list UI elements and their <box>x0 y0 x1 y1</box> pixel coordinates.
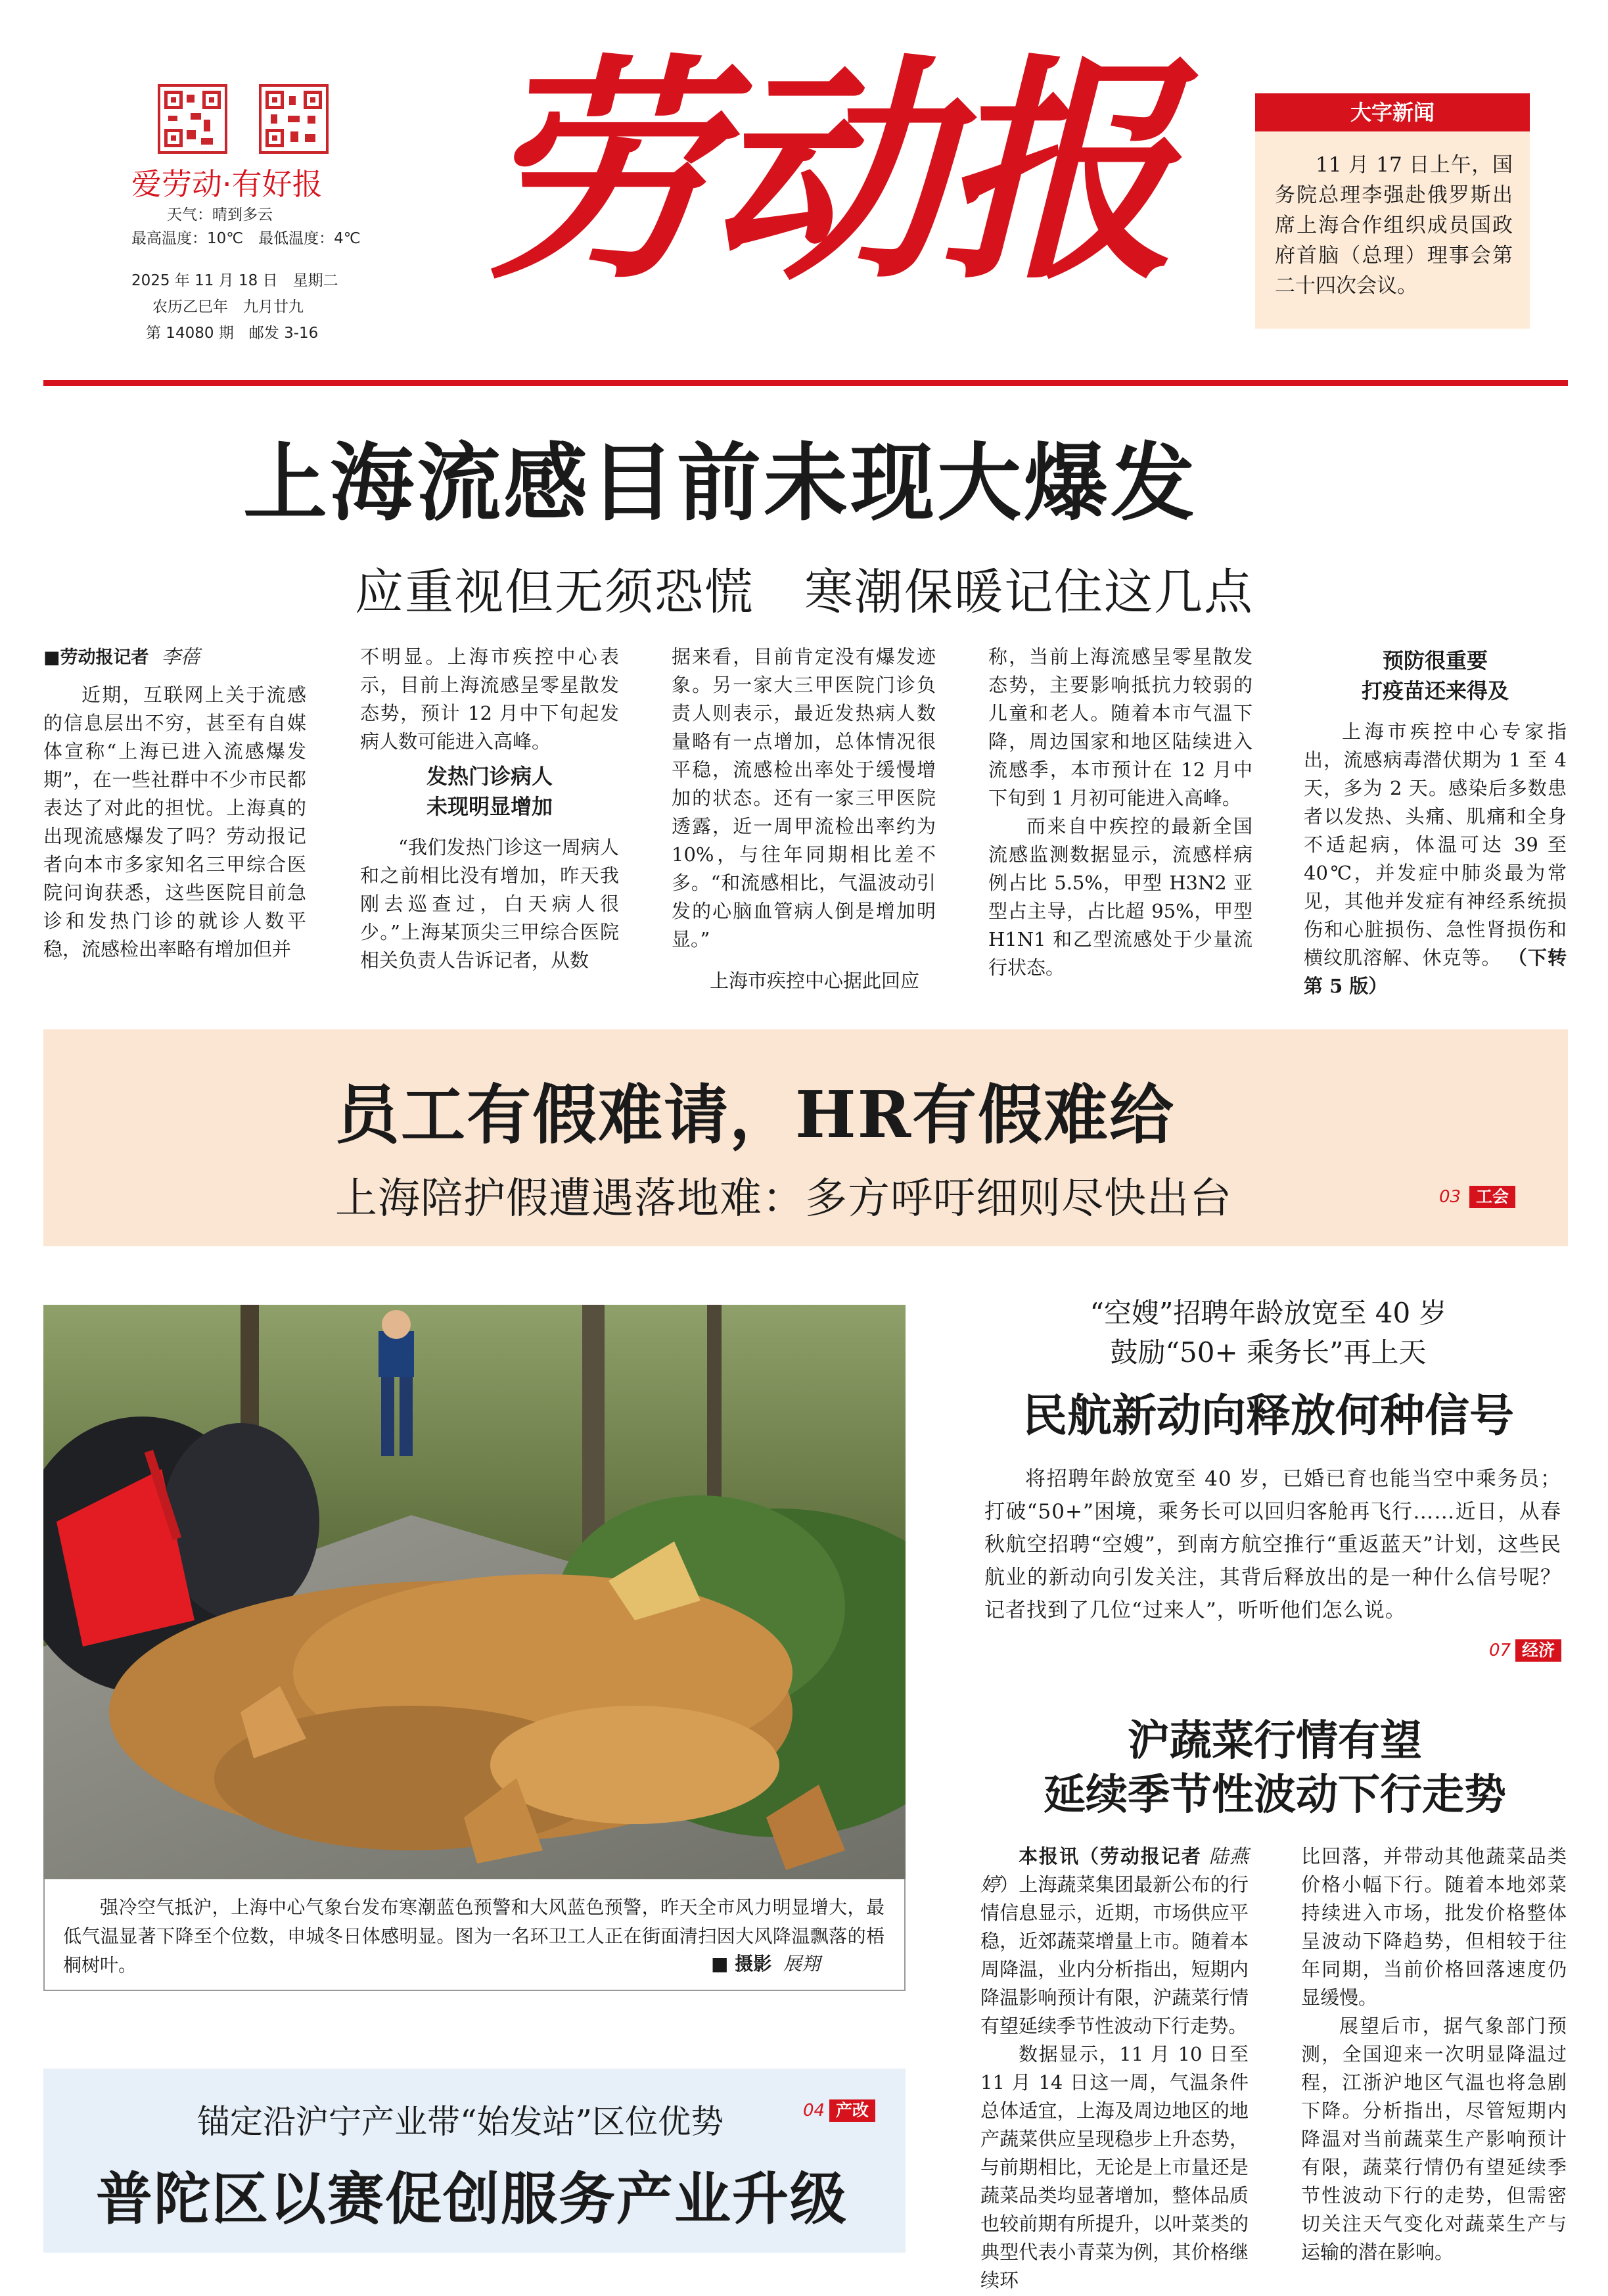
aviation-headline: 民航新动向释放何种信号 <box>1022 1390 1514 1442</box>
photo-illustration <box>43 1305 906 1879</box>
vegetable-column-2: 比回落，并带动其他蔬菜品类价格小幅下行。随着本地郊菜持续进入市场，批发价格整体呈波动下降趋势，但相较于往年同期，当前价格回落速度仍显缓慢。 展望后市，据气象部门预测，全国迎来一次明显降温过程，江浙沪地区气温也将急剧下降。分析指出，尽管短期内降温对当前蔬菜生产影响预计有限，蔬菜行情仍有望延续季节性波动下行的走势，但需密切关注天气变化对蔬菜生产与运输的潜在影响。 <box>1301 1845 1567 2263</box>
putuo-headline: 普陀区以赛促创服务产业升级 <box>96 2166 848 2232</box>
lead-column-5 <box>1304 643 1567 1000</box>
band-page-ref[interactable]: 03 <box>1439 1187 1461 1207</box>
lead-col3-text-b: 上海市疾控中心据此回应 <box>710 970 920 992</box>
big-print-news-box <box>1255 93 1530 329</box>
aviation-kicker: “空嫂”招聘年龄放宽至 40 岁 鼓励“50+ 乘务长”再上天 <box>1090 1297 1447 1369</box>
weather: 天气：晴到多云 <box>167 206 273 223</box>
lead-col4-text-a: 称，当前上海流感呈零星散发态势，主要影响抵抗力较弱的儿童和老人。随着本市气温下降，周边国家和地区陆续进入流感季，本市预计在 12 月中下旬到 1 月初可能进入高峰。 <box>988 645 1252 809</box>
putuo-page-ref[interactable]: 04 <box>803 2101 825 2120</box>
lead-col2-text-b: “我们发热门诊这一周病人和之前相比没有增加，昨天我刚去巡查过，白天病人很少。”上海某顶尖三甲综合医院相关负责人告诉记者，从数 <box>360 836 619 972</box>
band-page-tag[interactable]: 工会 <box>1469 1186 1515 1208</box>
photo-credit: ■ 摄影 展翔 <box>711 1953 820 1975</box>
lead-column-3 <box>672 643 936 995</box>
putuo-kicker: 锚定沿沪宁产业带“始发站”区位优势 <box>197 2103 724 2141</box>
continued-marker: （下转第 5 版） <box>1304 947 1567 997</box>
lead-col2-subhead: 发热门诊病人 未现明显增加 <box>426 764 553 819</box>
reporter-name: 李蓓 <box>161 645 200 668</box>
putuo-page-tag[interactable]: 产改 <box>829 2099 875 2122</box>
lead-col3-text-a: 据来看，目前肯定没有爆发迹象。另一家大三甲医院门诊负责人则表示，最近发热病人数量略有一点增加，总体情况很平稳，流感检出率处于缓慢增加的状态。还有一家三甲医院透露，近一周甲流检出率约为 10%，与往年同期相比差不多。“和流感相比，气温波动引发的心脑血管病人倒是增加明显。” <box>672 645 936 950</box>
photo-caption: 强冷空气抵沪，上海中心气象台发布寒潮蓝色预警和大风蓝色预警，昨天全市风力明显增大，最低气温显著下降至个位数，申城冬日体感明显。图为一名环卫工人正在街面清扫因大风降温飘落的梧桐树叶。 <box>63 1896 884 1976</box>
band-headline: 员工有假难请，HR有假难给 <box>335 1077 1176 1153</box>
reporter-label: ■劳动报记者 <box>43 647 149 668</box>
aviation-body: 将招聘年龄放宽至 40 岁，已婚已育也能当空中乘务员；打破“50+”困境，乘务长可以回归客舱再飞行……近日，从春秋航空招聘“空嫂”，到南方航空推行“重返蓝天”计划，这些民航业的新动向引发关注，其背后释放出的是一种什么信号呢？记者找到了几位“过来人”，听听他们怎么说。 <box>984 1467 1561 1622</box>
newspaper-logo: 劳动报 <box>480 33 1170 311</box>
band-subheadline: 上海陪护假遭遇落地难：多方呼吁细则尽快出台 <box>335 1175 1232 1223</box>
aviation-page-ref[interactable]: 07 <box>1489 1641 1511 1660</box>
aviation-page-tag[interactable]: 经济 <box>1515 1639 1561 1662</box>
lead-column-1 <box>43 643 306 964</box>
vegetable-headline: 沪蔬菜行情有望 延续季节性波动下行走势 <box>1044 1716 1506 1819</box>
big-news-tag: 大字新闻 <box>1255 93 1530 131</box>
qr-code-right <box>259 84 329 154</box>
issue-date: 2025 年 11 月 18 日 星期二 <box>131 272 338 289</box>
lead-col4-text-b: 而来自中疾控的最新全国流感监测数据显示，流感样病例占比 5.5%，甲型 H3N2 亚型占主导，占比超 95%，甲型 H1N1 和乙型流感处于少量流行状态。 <box>988 815 1252 979</box>
masthead-rule <box>43 380 1568 386</box>
big-news-text: 11 月 17 日上午，国务院总理李强赴俄罗斯出席上海合作组织成员国政府首脑（总理）理事会第二十四次会议。 <box>1275 153 1513 298</box>
lead-col5-subhead: 预防很重要 打疫苗还来得及 <box>1361 648 1509 703</box>
masthead-slogan: 爱劳动·有好报 <box>131 166 323 202</box>
lead-column-2 <box>360 643 619 975</box>
temperature-range: 最高温度：10℃ 最低温度：4℃ <box>131 230 361 247</box>
street-sweeper-photo <box>43 1305 906 1879</box>
lead-col2-text-a: 不明显。上海市疾控中心表示，目前上海流感呈零星散发态势，预计 12 月中下旬起发病人数可能进入高峰。 <box>360 645 619 753</box>
lead-col1-text: 近期，互联网上关于流感的信息层出不穷，甚至有自媒体宣称“上海已进入流感爆发期”，在一些社群中不少市民都表达了对此的担忧。上海真的出现流感爆发了吗？劳动报记者向本市多家知名三甲综合医院问询获悉，这些医院目前急诊和发热门诊的就诊人数平稳，流感检出率略有增加但并 <box>43 684 306 960</box>
lead-headline: 上海流感目前未现大爆发 <box>243 434 1198 532</box>
lead-subheadline: 应重视但无须恐慌 寒潮保暖记住这几点 <box>355 564 1254 621</box>
qr-code-left <box>158 84 227 154</box>
vegetable-column-1: 本报讯（劳动报记者 陆燕婷）上海蔬菜集团最新公布的行情信息显示，近期，市场供应平稳，近郊蔬菜增量上市。随着本周降温，业内分析指出，短期内降温影响预计有限，沪蔬菜行情有望延续季节性波动下行走势。 数据显示，11 月 10 日至 11 月 14 日这一周，气温条件总体适宜，上海及周边地区的地产蔬菜供应呈现稳步上升态势，与前期相比，无论是上市量还是蔬菜品类均显著增加，整体品质也较前期有所提升，以叶菜类的典型代表小青菜为例，其价格继续环 <box>980 1845 1249 2291</box>
lunar-date: 农历乙巳年 九月廿九 <box>152 298 304 316</box>
lead-col5-text: 上海市疾控中心专家指出，流感病毒潜伏期为 1 至 4 天，多为 2 天。感染后多数患者以发热、头痛、肌痛和全身不适起病，体温可达 39 至 40℃，并发症中肺炎最为常见，其他并发症有神经系统损伤和心脏损伤、急性肾损伤和横纹肌溶解、休克等。 （下转第 5 版） <box>1304 720 1567 997</box>
lead-column-4 <box>988 643 1252 982</box>
issue-number: 第 14080 期 邮发 3-16 <box>146 325 319 342</box>
